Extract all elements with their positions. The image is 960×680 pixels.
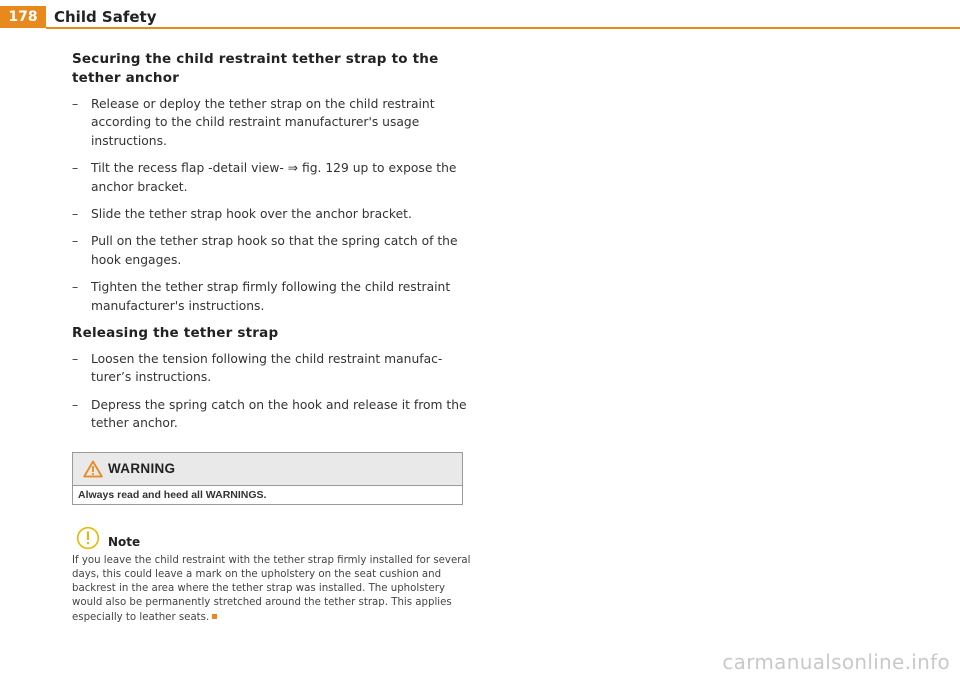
page-number: 178 [8, 9, 38, 25]
warning-header [73, 453, 462, 486]
header-rule [46, 27, 960, 29]
note-header [76, 526, 472, 550]
step-text: Pull on the tether strap hook so that the spring catch of the hook engages. [91, 234, 458, 267]
warning-box [72, 452, 463, 505]
watermark: carmanualsonline.info [722, 650, 950, 674]
dash-bullet: – [72, 161, 79, 176]
dash-bullet: – [72, 280, 79, 295]
list-item [72, 396, 472, 433]
page-number-tab [0, 6, 46, 28]
dash-bullet: – [72, 397, 79, 412]
list-item [72, 278, 472, 315]
heading-line-2: tether anchor [72, 70, 180, 86]
list-item [72, 350, 472, 387]
note-text-block [72, 554, 472, 625]
heading-line-1: Securing the child restraint tether strap to the [72, 51, 439, 67]
step-text: Tighten the tether strap firmly following the child restraint manufacturer's instructions. [91, 280, 451, 313]
warning-triangle-icon [83, 460, 103, 478]
page-content [72, 50, 472, 625]
list-item [72, 205, 472, 223]
dash-bullet: – [72, 97, 79, 111]
chapter-title: Child Safety [54, 8, 157, 26]
warning-title: WARNING [108, 461, 176, 477]
step-text: Tilt the recess flap -detail view- ⇒ fig. 129 up to expose the anchor bracket. [91, 161, 457, 194]
note-title: Note [108, 534, 141, 549]
dash-bullet: – [72, 352, 79, 367]
note-circle-icon [76, 526, 100, 550]
step-text: Depress the spring catch on the hook and release it from the tether anchor. [91, 397, 467, 431]
list-item [72, 95, 472, 150]
releasing-steps-list [72, 350, 472, 433]
list-item [72, 159, 472, 196]
step-text: Release or deploy the tether strap on the child restraint according to the child restraint manufacturer's usage instructions. [91, 97, 435, 148]
step-text: Loosen the tension following the child restraint manufac-turer’s instructions. [91, 352, 443, 385]
step-text: Slide the tether strap hook over the anchor bracket. [91, 207, 412, 222]
section-heading-securing [72, 50, 472, 88]
securing-steps-list [72, 95, 472, 315]
dash-bullet: – [72, 234, 79, 249]
dash-bullet: – [72, 207, 79, 222]
note-text: If you leave the child restraint with the tether strap firmly installed for several days, this could leave a mark on the upholstery on the seat cushion and backrest in the area where the tether strap was installed. The upholstery would also be permanently stretched around the tether strap. This applies especially to leather seats. [72, 554, 471, 623]
section-end-mark [212, 614, 217, 619]
section-heading-releasing: Releasing the tether strap [72, 325, 279, 342]
warning-text: Always read and heed all WARNINGS. [78, 488, 267, 501]
list-item [72, 232, 472, 269]
